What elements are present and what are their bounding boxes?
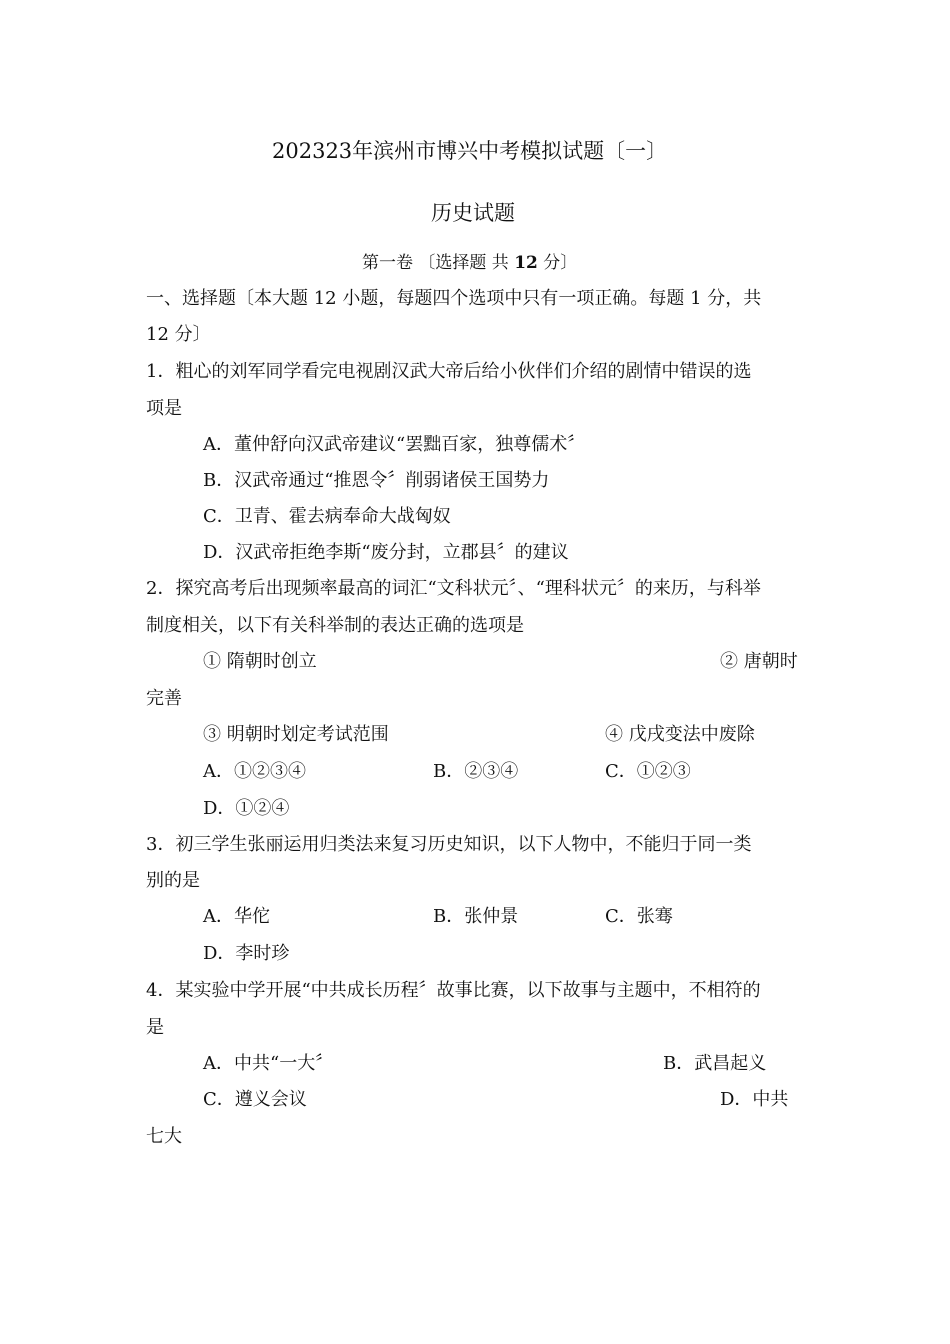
q2-stem-line2: 制度相关，以下有关科举制的表达正确的选项是 [146, 615, 524, 636]
q2-statement-3: ③ 明朝时划定考试范围 [203, 724, 389, 745]
q1-stem-line2: 项是 [146, 398, 182, 419]
exam-title: 202323年滨州市博兴中考模拟试题〔一〕 [272, 139, 668, 163]
q1-stem-line1: 1．粗心的刘军同学看完电视剧汉武大帝后给小伙伴们介绍的剧情中错误的选 [146, 361, 752, 382]
part-unit: 分〕 [543, 253, 578, 273]
part-score: 12 [514, 253, 538, 273]
q2-stem-line1: 2．探究高考后出现频率最高的词汇“文科状元〞、“理科状元〞的来历，与科举 [146, 578, 761, 599]
q4-stem-line2: 是 [146, 1017, 164, 1038]
q2-statement-2-cont: 完善 [146, 688, 182, 709]
q1-option-c: C．卫青、霍去病奉命大战匈奴 [203, 506, 451, 527]
q2-statement-4: ④ 戊戌变法中废除 [605, 724, 755, 745]
q1-option-b: B．汉武帝通过“推恩令〞削弱诸侯王国势力 [203, 470, 550, 491]
q4-option-b: B．武昌起义 [663, 1053, 767, 1074]
q4-option-d: D．中共 [720, 1089, 789, 1110]
q2-option-a: A．①②③④ [203, 761, 306, 782]
section-instruction-line1: 一、选择题〔本大题 12 小题，每题四个选项中只有一项正确。每题 1 分，共 [146, 288, 762, 309]
part-label: 第一卷 〔选择题 共 [362, 253, 509, 273]
q3-stem-line2: 别的是 [146, 870, 200, 891]
part-heading [362, 251, 577, 275]
q1-option-a: A．董仲舒向汉武帝建议“罢黜百家，独尊儒术〞 [203, 434, 586, 455]
q3-option-b: B．张仲景 [433, 906, 519, 927]
q4-stem-line1: 4．某实验中学开展“中共成长历程〞故事比赛，以下故事与主题中，不相符的 [146, 980, 761, 1001]
q4-option-d-cont: 七大 [146, 1126, 182, 1147]
q3-option-d: D．李时珍 [203, 943, 290, 964]
q4-option-c: C．遵义会议 [203, 1089, 307, 1110]
q2-statement-1: ① 隋朝时创立 [203, 651, 317, 672]
q2-option-d: D．①②④ [203, 798, 290, 819]
q2-option-b: B．②③④ [433, 761, 519, 782]
exam-subtitle: 历史试题 [431, 201, 515, 225]
q2-statement-2: ② 唐朝时 [720, 651, 798, 672]
q3-stem-line1: 3．初三学生张丽运用归类法来复习历史知识，以下人物中，不能归于同一类 [146, 834, 752, 855]
section-instruction-line2: 12 分〕 [146, 324, 211, 345]
q3-option-a: A．华佗 [203, 906, 270, 927]
q4-option-a: A．中共“一大〞 [203, 1053, 334, 1074]
q3-option-c: C．张骞 [605, 906, 673, 927]
q1-option-d: D．汉武帝拒绝李斯“废分封，立郡县〞的建议 [203, 542, 569, 563]
q2-option-c: C．①②③ [605, 761, 691, 782]
